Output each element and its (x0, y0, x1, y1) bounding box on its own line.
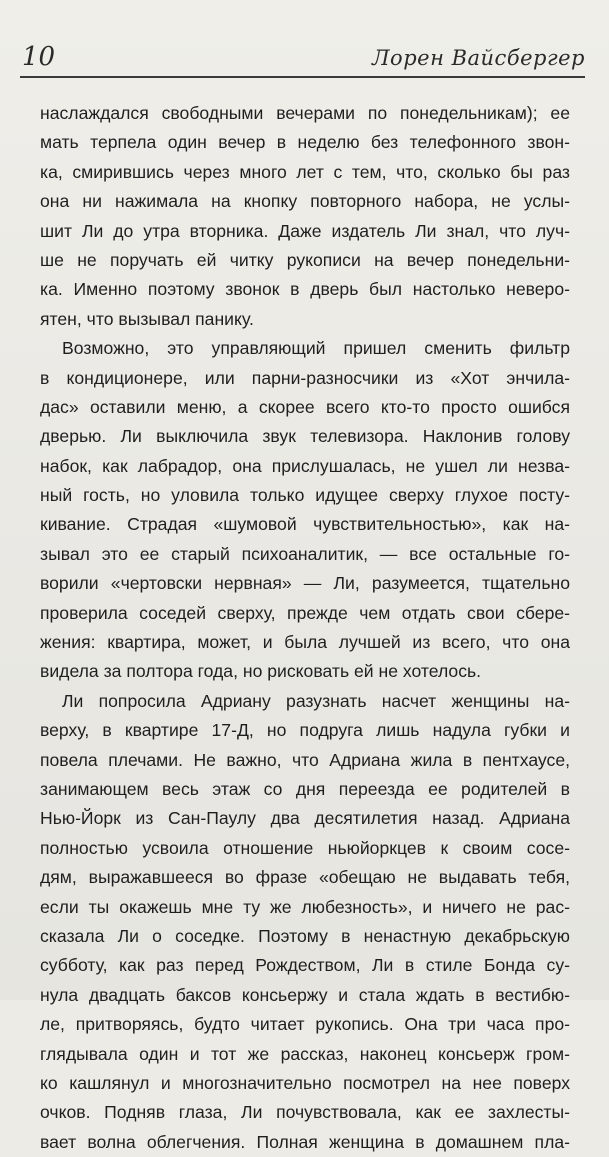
text-line: зывал это ее старый психоаналитик, — все остальные го- (40, 543, 570, 564)
text-line: нула двадцать баксов консьержу и стала ждать в вестибю- (40, 984, 570, 1005)
text-line: глядывала один и тот же рассказ, наконец консьерж гром- (40, 1043, 570, 1064)
text-line: субботу, как раз перед Рождеством, Ли в стиле Бонда су- (40, 955, 570, 976)
body-text (40, 99, 570, 1157)
running-head-author: Лорен Вайсбергер (372, 46, 585, 70)
page-header (20, 42, 585, 82)
text-line: дверью. Ли выключила звук телевизора. Наклонив голову (40, 426, 570, 447)
text-line: дям, выражавшееся во фразе «обещаю не выдавать тебя, (40, 867, 570, 888)
text-line: занимающем весь этаж со дня переезда ее родителей в (40, 778, 570, 799)
text-line: ле, притворяясь, будто читает рукопись. Она три часа про- (40, 1014, 570, 1035)
text-line: она ни нажимала на кнопку повторного набора, не услы- (40, 191, 570, 212)
text-line: повела плечами. Не важно, что Адриана жила в пентхаусе, (40, 749, 570, 770)
text-line: видела за полтора года, но рисковать ей не хотелось. (40, 661, 482, 682)
text-line: кивание. Страдая «шумовой чувствительностью», как на- (40, 514, 570, 535)
text-line: в кондиционере, или парни-разносчики из «Хот энчила- (40, 367, 570, 388)
text-line: полностью усвоила отношение ньюйоркцев к своим сосе- (40, 837, 570, 858)
text-line: ворили «чертовски нервная» — Ли, разумеется, тщательно (40, 573, 570, 594)
text-line: если ты окажешь мне ту же любезность», и ничего не рас- (40, 896, 570, 917)
text-line: ко кашлянул и многозначительно посмотрел на нее поверх (40, 1072, 570, 1093)
text-line: Нью-Йорк из Сан-Паулу два десятилетия назад. Адриана (40, 808, 570, 829)
text-line: набок, как лабрадор, она прислушалась, не ушел ли незва- (40, 455, 570, 476)
text-line: сказала Ли о соседке. Поэтому в ненастную декабрьскую (40, 925, 570, 946)
text-line: очков. Подняв глаза, Ли почувствовала, как ее захлесты- (40, 1102, 570, 1123)
header-rule (20, 76, 585, 78)
text-line: дас» оставили меню, а скорее всего кто-то просто ошибся (40, 396, 570, 417)
text-line: ка, смирившись через много лет с тем, что, сколько бы раз (40, 161, 570, 182)
text-line: жения: квартира, может, и была лучшей из всего, что она (40, 632, 570, 653)
text-line: Возможно, это управляющий пришел сменить фильтр (62, 338, 570, 359)
text-line: ный гость, но уловила только идущее сверху глухое посту- (40, 485, 570, 506)
text-line: вает волна облегчения. Полная женщина в домашнем пла- (40, 1131, 570, 1152)
text-line: шит Ли до утра вторника. Даже издатель Ли знал, что луч- (40, 220, 570, 241)
text-line: ятен, что вызывал панику. (40, 308, 254, 329)
text-line: ка. Именно поэтому звонок в дверь был настолько невеpo- (40, 279, 570, 300)
text-line: Ли попросила Адриану разузнать насчет женщины на- (62, 690, 570, 711)
page-number: 10 (22, 42, 56, 72)
text-line: наслаждался свободными вечерами по понедельникам); ее (40, 103, 570, 123)
text-line: верху, в квартире 17-Д, но подруга лишь надула губки и (40, 720, 570, 741)
text-line: ше не поручать ей читку рукописи на вечер понедельни- (40, 249, 570, 270)
text-line: проверила соседей сверху, прежде чем отдать свои сбере- (40, 602, 570, 623)
text-line: мать терпела один вечер в неделю без телефонного звон- (40, 132, 570, 153)
